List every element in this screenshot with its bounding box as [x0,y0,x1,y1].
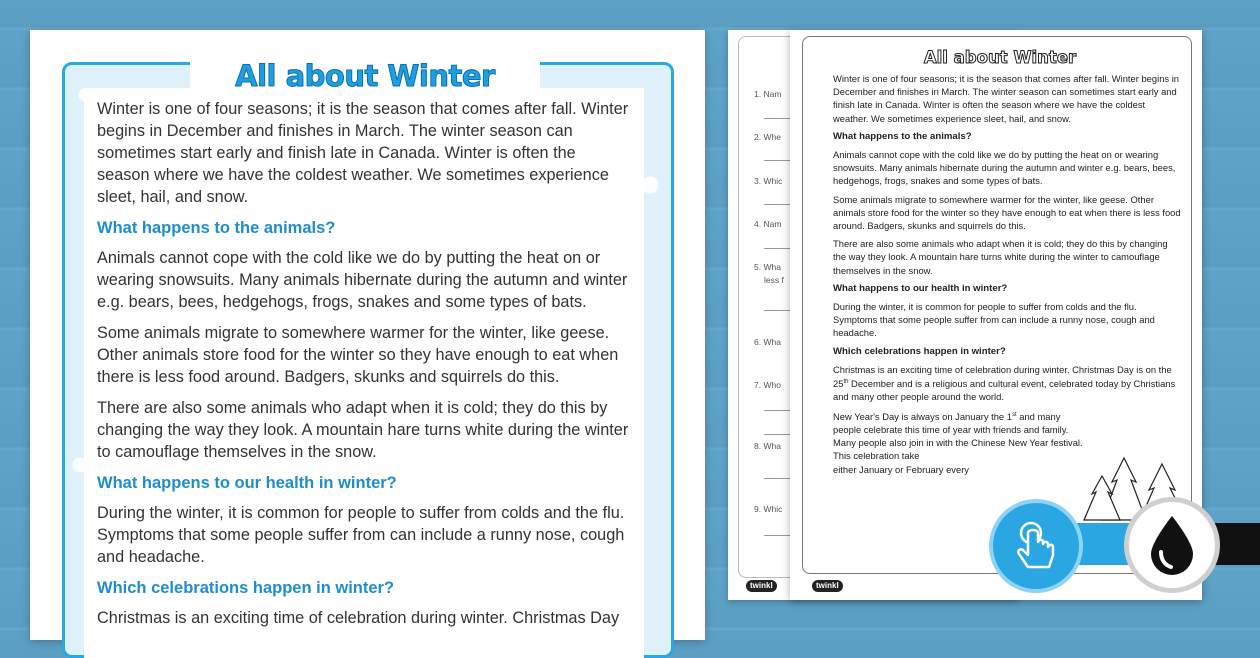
question-item: 6. Wha [754,337,781,347]
ink-saving-badge[interactable] [1124,497,1220,593]
question-item: 4. Nam [754,219,782,229]
heading-animals: What happens to the animals? [833,130,972,142]
christmas-paragraph: Christmas is an exciting time of celebration during winter. Christmas Day is on the 25th December and is a religious and cultural event, celebrated today by Christians and many other people around the world. [833,363,1176,403]
question-item: 2. Whe [754,132,781,142]
heading-animals: What happens to the animals? [97,219,336,237]
animals-paragraph-3: There are also some animals who adapt when it is cold; they do this by changing the way they look. A mountain hare turns white during the winter to camouflage themselves in the snow. [833,238,1168,276]
intro-paragraph: Winter is one of four seasons; it is the season that comes after fall. Winter begins in December and finishes in March. The winter season can sometimes start early and finish late in Canada. Winter is often the season where we have the coldest weather. We sometimes experience sleet, hail, and snow. [97,100,629,206]
hand-pointer-icon [1011,519,1061,573]
worksheet-main-page [30,30,705,640]
question-item: 5. Wha [754,262,781,272]
heading-health: What happens to our health in winter? [97,474,397,492]
heading-celebrations: Which celebrations happen in winter? [833,345,1006,357]
animals-paragraph-2: Some animals migrate to somewhere warmer for the winter, like geese. Other animals store food for the winter so they have enough to eat when there is less food around. Badgers, skunks and squirrels do this. [97,324,619,386]
text-sheet-body [833,72,1183,481]
question-item: 9. Whic [754,504,783,514]
intro-paragraph: Winter is one of four seasons; it is the season that comes after fall. Winter begins in December and finishes in March. The winter season can sometimes start early and finish late in Canada. Winter is often the season where we have the coldest weather. We sometimes experience sleet, hail, and snow. [833,73,1179,124]
page-title: All about Winter [190,54,540,98]
health-paragraph: During the winter, it is common for people to suffer from colds and the flu. Symptoms that some people suffer from can include a runny nose, cough and headache. [97,504,625,566]
question-item: less f [764,275,784,285]
interactive-badge[interactable] [989,499,1083,593]
animals-paragraph-1: Animals cannot cope with the cold like we do by putting the heat on or wearing snowsuits. Many animals hibernate during the autumn and winter e.g. bears, bees, hedgehogs, frogs, snakes and some types of bats. [97,249,628,311]
question-item: 8. Wha [754,441,781,451]
health-paragraph: During the winter, it is common for people to suffer from colds and the flu. Symptoms that some people suffer from can include a runny nose, cough and headache. [833,301,1155,339]
question-item: 3. Whic [754,176,783,186]
twinkl-logo: twinkl [812,580,843,592]
ink-drop-icon [1147,514,1197,576]
new-year-paragraph: New Year's Day is always on January the 1st and many people celebrate this time of year with friends and family. Many people also join in with the Chinese New Year festival. This celebration take either January or February every [833,410,1083,475]
question-item: 7. Who [754,380,781,390]
animals-paragraph-2: Some animals migrate to somewhere warmer for the winter, like geese. Other animals store food for the winter so they have enough to eat when there is less food around. Badgers, skunks and squirrels do this. [833,193,1181,232]
question-item: 1. Nam [754,89,782,99]
heading-health: What happens to our health in winter? [833,282,1008,294]
celebrations-paragraph: Christmas is an exciting time of celebration during winter. Christmas Day [97,609,620,627]
text-sheet-title: All about Winter [920,46,1080,70]
twinkl-logo: twinkl [746,580,777,592]
animals-paragraph-1: Animals cannot cope with the cold like we do by putting the heat on or wearing snowsuits. Many animals hibernate during the autumn and winter e.g. bears, bees, hedgehogs, frogs, snakes and some types of bats. [833,149,1176,187]
animals-paragraph-3: There are also some animals who adapt when it is cold; they do this by changing the way they look. A mountain hare turns white during the winter to camouflage themselves in the snow. [97,399,629,461]
article-body [97,98,632,638]
heading-celebrations: Which celebrations happen in winter? [97,579,395,597]
